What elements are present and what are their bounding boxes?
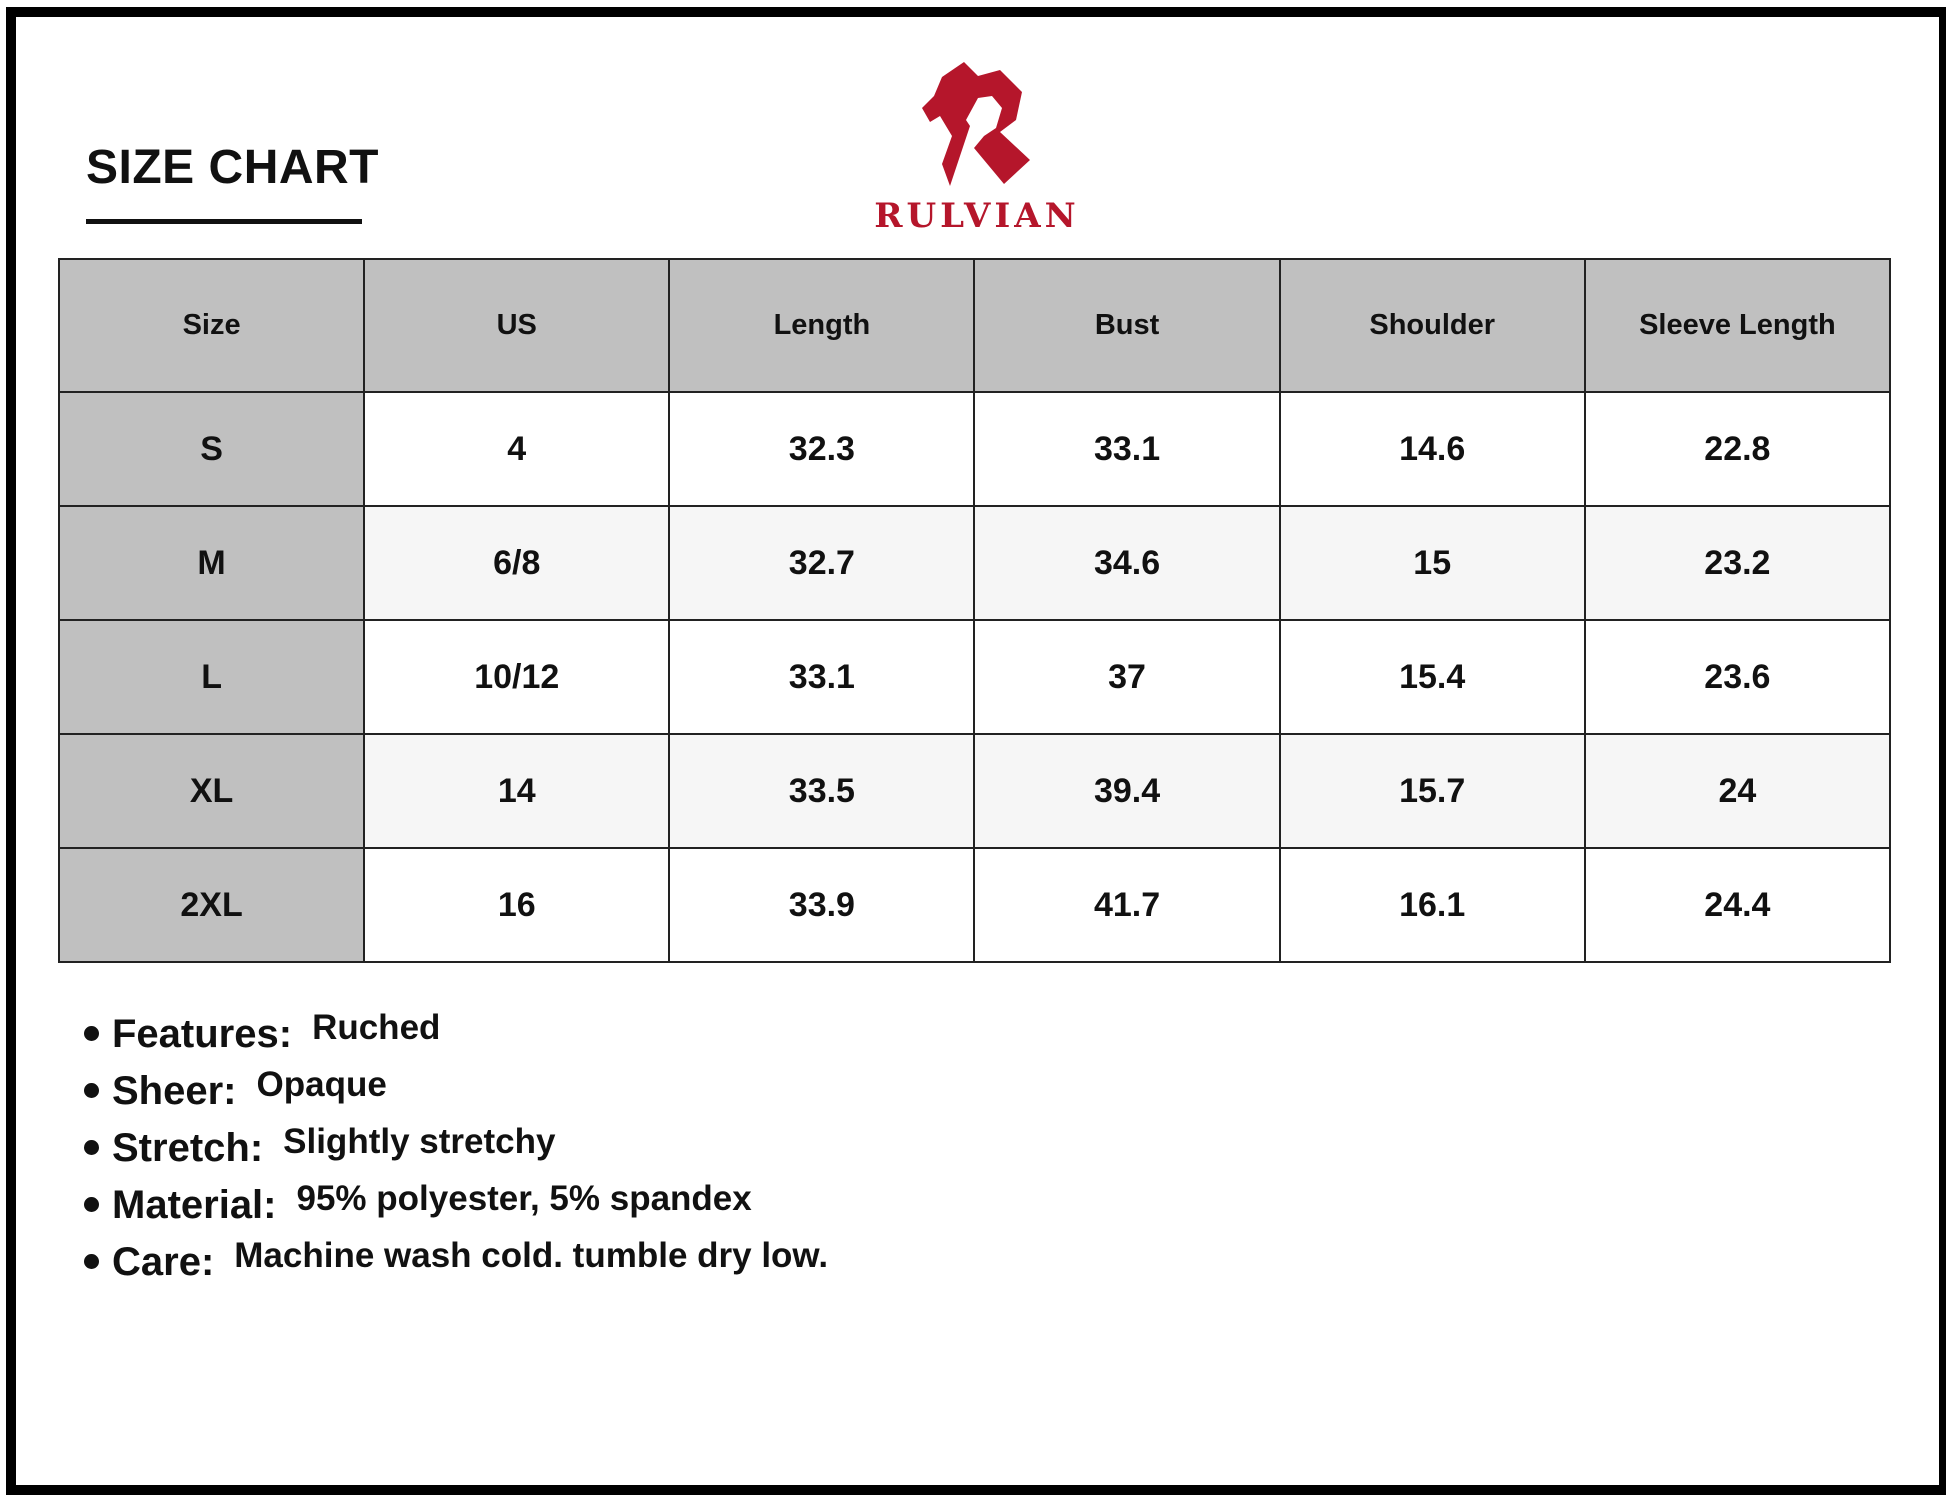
sleeve-length-cell: 23.6 bbox=[1585, 620, 1890, 734]
table-header-row bbox=[59, 259, 1890, 392]
table-row bbox=[59, 848, 1890, 962]
size-cell: L bbox=[59, 620, 364, 734]
brand-logo bbox=[862, 58, 1092, 238]
sleeve-length-cell: 24 bbox=[1585, 734, 1890, 848]
feature-list bbox=[84, 1008, 828, 1293]
size-cell: XL bbox=[59, 734, 364, 848]
us-cell: 4 bbox=[364, 392, 669, 506]
length-cell: 32.3 bbox=[669, 392, 974, 506]
header-size: Size bbox=[59, 259, 364, 392]
bust-cell: 41.7 bbox=[974, 848, 1279, 962]
table-row bbox=[59, 392, 1890, 506]
feature-label: Sheer: bbox=[112, 1069, 237, 1113]
feature-label: Features: bbox=[112, 1012, 293, 1056]
size-cell: 2XL bbox=[59, 848, 364, 962]
list-item bbox=[84, 1065, 828, 1122]
list-item bbox=[84, 1179, 828, 1236]
feature-value: Opaque bbox=[256, 1065, 387, 1104]
us-cell: 10/12 bbox=[364, 620, 669, 734]
size-table bbox=[58, 258, 1891, 963]
bust-cell: 33.1 bbox=[974, 392, 1279, 506]
table-row bbox=[59, 506, 1890, 620]
rulvian-r-logo-icon bbox=[912, 62, 1042, 192]
bust-cell: 37 bbox=[974, 620, 1279, 734]
length-cell: 32.7 bbox=[669, 506, 974, 620]
brand-name: RULVIAN bbox=[874, 196, 1080, 236]
us-cell: 6/8 bbox=[364, 506, 669, 620]
us-cell: 14 bbox=[364, 734, 669, 848]
size-cell: S bbox=[59, 392, 364, 506]
header-sleeve-length: Sleeve Length bbox=[1585, 259, 1890, 392]
shoulder-cell: 15.7 bbox=[1280, 734, 1585, 848]
length-cell: 33.1 bbox=[669, 620, 974, 734]
header-length: Length bbox=[669, 259, 974, 392]
bullet-icon bbox=[84, 1083, 99, 1098]
bullet-icon bbox=[84, 1197, 99, 1212]
shoulder-cell: 15 bbox=[1280, 506, 1585, 620]
feature-value: Slightly stretchy bbox=[283, 1122, 556, 1161]
feature-value: 95% polyester, 5% spandex bbox=[296, 1179, 752, 1218]
header-shoulder: Shoulder bbox=[1280, 259, 1585, 392]
page-title: SIZE CHART bbox=[86, 141, 379, 194]
bullet-icon bbox=[84, 1026, 99, 1041]
length-cell: 33.9 bbox=[669, 848, 974, 962]
table-row bbox=[59, 734, 1890, 848]
header-us: US bbox=[364, 259, 669, 392]
shoulder-cell: 14.6 bbox=[1280, 392, 1585, 506]
table-row bbox=[59, 620, 1890, 734]
header-bust: Bust bbox=[974, 259, 1279, 392]
bust-cell: 39.4 bbox=[974, 734, 1279, 848]
us-cell: 16 bbox=[364, 848, 669, 962]
shoulder-cell: 16.1 bbox=[1280, 848, 1585, 962]
list-item bbox=[84, 1008, 828, 1065]
title-underline bbox=[86, 219, 362, 224]
bullet-icon bbox=[84, 1140, 99, 1155]
sleeve-length-cell: 24.4 bbox=[1585, 848, 1890, 962]
bullet-icon bbox=[84, 1254, 99, 1269]
bust-cell: 34.6 bbox=[974, 506, 1279, 620]
length-cell: 33.5 bbox=[669, 734, 974, 848]
shoulder-cell: 15.4 bbox=[1280, 620, 1585, 734]
sleeve-length-cell: 22.8 bbox=[1585, 392, 1890, 506]
sleeve-length-cell: 23.2 bbox=[1585, 506, 1890, 620]
feature-label: Stretch: bbox=[112, 1126, 264, 1170]
size-cell: M bbox=[59, 506, 364, 620]
feature-label: Material: bbox=[112, 1183, 277, 1227]
feature-value: Machine wash cold. tumble dry low. bbox=[234, 1236, 829, 1275]
feature-value: Ruched bbox=[312, 1008, 441, 1047]
list-item bbox=[84, 1236, 828, 1293]
feature-label: Care: bbox=[112, 1240, 215, 1284]
list-item bbox=[84, 1122, 828, 1179]
